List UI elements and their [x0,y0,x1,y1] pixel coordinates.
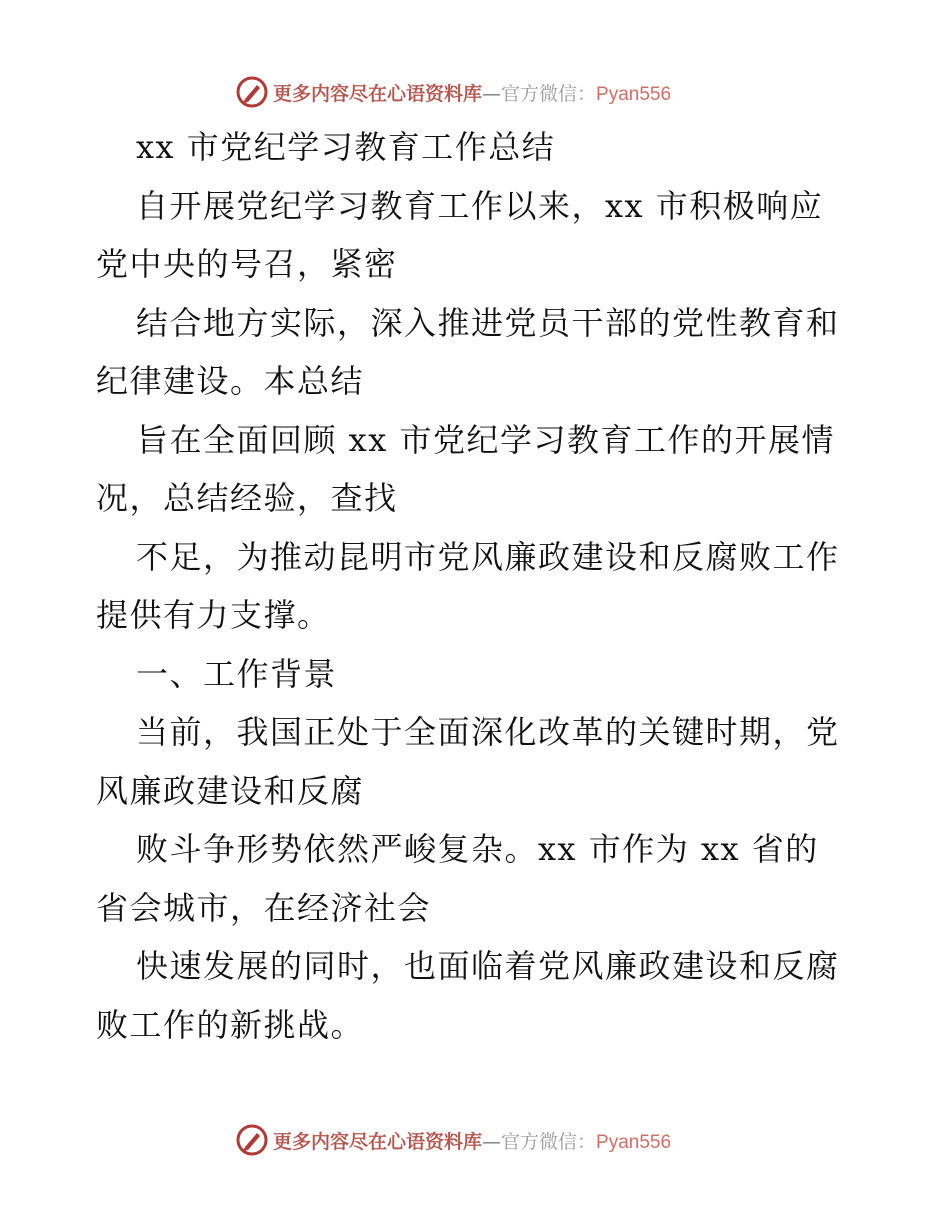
paragraph-line: 败工作的新挑战。 [96,1005,365,1044]
watermark-wechat-id: Pyan556 [596,1131,672,1153]
watermark-dash: — [482,1130,502,1153]
paragraph-line: 不足，为推动昆明市党风廉政建设和反腐败工作 [136,537,840,576]
watermark-wechat-id: Pyan556 [596,83,672,105]
watermark-wechat-label: 官方微信： [501,82,597,105]
paragraph-line: 况，总结经验，查找 [96,479,398,517]
document-title: xx 市党纪学习教育工作总结 [136,128,556,166]
watermark-text [273,79,671,106]
watermark-dash: — [482,82,502,105]
pen-logo-icon [235,75,269,109]
paragraph-line: 省会城市，在经济社会 [96,888,432,927]
paragraph-line: 快速发展的同时，也面临着党风廉政建设和反腐 [136,947,840,985]
paragraph-line: 党中央的号召，紧密 [96,245,398,283]
pen-logo-icon [235,1123,269,1157]
paragraph-line: 提供有力支撑。 [96,596,331,634]
paragraph-line: 当前，我国正处于全面深化改革的关键时期，党 [136,713,840,751]
paragraph-line: 风廉政建设和反腐 [96,771,365,810]
watermark-main-text: 更多内容尽在心语资料库 [273,1130,483,1153]
paragraph-line: 自开展党纪学习教育工作以来，xx 市积极响应 [136,186,824,225]
document-body [96,118,856,1054]
watermark-text [273,1127,671,1154]
paragraph-line: 纪律建设。本总结 [96,362,365,400]
watermark-main-text: 更多内容尽在心语资料库 [273,82,483,105]
section-heading: 一、工作背景 [136,654,338,693]
paragraph-line: 败斗争形势依然严峻复杂。xx 市作为 xx 省的 [136,830,819,868]
watermark-footer [235,1120,671,1160]
watermark-wechat-label: 官方微信： [501,1130,597,1153]
paragraph-line: 旨在全面回顾 xx 市党纪学习教育工作的开展情 [136,420,835,459]
watermark-header [235,72,671,112]
paragraph-line: 结合地方实际，深入推进党员干部的党性教育和 [136,303,840,342]
